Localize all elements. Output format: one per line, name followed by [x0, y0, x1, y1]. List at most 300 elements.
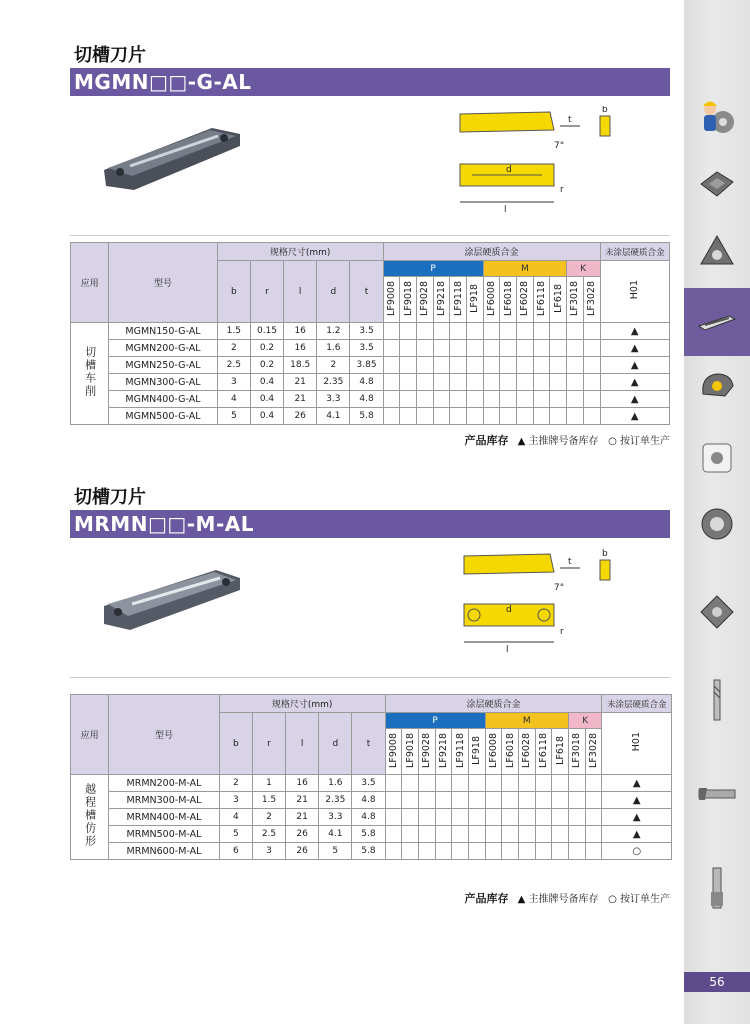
grade-cell [500, 408, 517, 425]
model-cell: MGMN250-G-AL [109, 357, 218, 374]
grade-cell [585, 809, 602, 826]
model-series-bar: MRMN□□-M-AL [70, 510, 670, 538]
grade-cell [416, 340, 433, 357]
grade-cell [583, 357, 600, 374]
dim-d-cell: 1.6 [317, 340, 350, 357]
header-dim-b: b [217, 261, 250, 323]
grade-cell [468, 792, 485, 809]
grade-cell [468, 843, 485, 860]
drawing-label-d: d [506, 605, 512, 615]
header-dim-t: t [350, 261, 383, 323]
header-grade: LF618 [552, 729, 569, 775]
dim-l-cell: 21 [284, 374, 317, 391]
grade-cell [418, 843, 435, 860]
dim-t-cell: 3.5 [352, 775, 385, 792]
application-cell: 切槽车削 [71, 323, 109, 425]
dim-t-cell: 4.8 [350, 374, 383, 391]
grade-cell [416, 408, 433, 425]
header-grade: LF6018 [502, 729, 519, 775]
grade-cell [583, 408, 600, 425]
grade-cell [568, 775, 585, 792]
h01-availability-cell: ▲ [602, 826, 672, 843]
grade-cell [416, 323, 433, 340]
grade-cell [583, 323, 600, 340]
boring-bar-icon [695, 772, 739, 816]
dim-b-cell: 5 [217, 408, 250, 425]
dim-l-cell: 26 [284, 408, 317, 425]
dim-l-cell: 21 [286, 809, 319, 826]
dim-r-cell: 0.4 [250, 391, 283, 408]
dim-d-cell: 2.35 [317, 374, 350, 391]
grade-cell [518, 775, 535, 792]
grade-cell [416, 391, 433, 408]
header-spec: 规格尺寸(mm) [219, 695, 385, 713]
model-cell: MRMN500-M-AL [109, 826, 220, 843]
section-mgmn [70, 44, 670, 447]
header-model: 型号 [109, 695, 220, 775]
dim-l-cell: 26 [286, 826, 319, 843]
drawing-label-d: d [506, 165, 512, 175]
dim-d-cell: 2.35 [319, 792, 352, 809]
dim-b-cell: 6 [219, 843, 252, 860]
dim-b-cell: 2 [219, 775, 252, 792]
dim-d-cell: 4.1 [317, 408, 350, 425]
grade-cell [550, 391, 567, 408]
grade-cell [433, 323, 450, 340]
sidebar-item-diamond-insert[interactable] [684, 578, 750, 646]
grade-cell [516, 408, 533, 425]
grade-cell [552, 809, 569, 826]
header-uncoated: 未涂层硬质合金 [602, 695, 672, 713]
grade-cell [452, 809, 469, 826]
header-grade-h01: H01 [600, 261, 669, 323]
dim-l-cell: 21 [286, 792, 319, 809]
dim-r-cell: 0.4 [250, 374, 283, 391]
header-grade: LF9008 [383, 277, 400, 323]
grade-cell [452, 826, 469, 843]
sidebar-item-end-mill[interactable] [684, 666, 750, 734]
grade-cell [518, 809, 535, 826]
grade-cell [466, 408, 483, 425]
header-grade: LF3028 [583, 277, 600, 323]
header-grade: LF3018 [568, 729, 585, 775]
table-row [71, 809, 672, 826]
model-cell: MGMN300-G-AL [109, 374, 218, 391]
header-grade: LF9028 [416, 277, 433, 323]
legend-order: ○ 按订单生产 [608, 436, 670, 447]
grade-cell [433, 374, 450, 391]
header-dim-l: l [286, 713, 319, 775]
grade-cell [402, 843, 419, 860]
header-application: 应用 [71, 695, 109, 775]
dim-d-cell: 1.2 [317, 323, 350, 340]
legend-stock: ▲ 主推牌号备库存 [517, 436, 599, 447]
table-row [71, 792, 672, 809]
grade-cell [483, 391, 500, 408]
dim-t-cell: 4.8 [350, 391, 383, 408]
grade-cell [535, 809, 552, 826]
grade-cell [585, 792, 602, 809]
worker-icon [695, 94, 739, 138]
grade-cell [552, 843, 569, 860]
grade-cell [485, 826, 502, 843]
header-coated: 涂层硬质合金 [385, 695, 602, 713]
h01-availability-cell: ▲ [600, 374, 669, 391]
sidebar-item-triangle-insert[interactable] [684, 218, 750, 286]
grade-cell [400, 323, 417, 340]
drawing-label-t: t [568, 115, 572, 125]
dim-t-cell: 3.5 [350, 340, 383, 357]
section-title: 切槽刀片 [74, 45, 146, 66]
grade-cell [468, 775, 485, 792]
grade-cell [383, 323, 400, 340]
grade-cell [500, 340, 517, 357]
model-cell: MRMN600-M-AL [109, 843, 220, 860]
product-image-area [70, 538, 670, 678]
grade-cell [535, 826, 552, 843]
grade-cell [533, 340, 550, 357]
sidebar-item-square-insert[interactable] [684, 150, 750, 218]
table-row [71, 775, 672, 792]
header-iso-m: M [483, 261, 566, 277]
grade-cell [435, 809, 452, 826]
grade-cell [483, 323, 500, 340]
header-dim-t: t [352, 713, 385, 775]
dim-l-cell: 21 [284, 391, 317, 408]
grade-cell [500, 323, 517, 340]
grade-cell [400, 340, 417, 357]
dim-b-cell: 5 [219, 826, 252, 843]
model-cell: MGMN400-G-AL [109, 391, 218, 408]
header-grade: LF9018 [402, 729, 419, 775]
insert-photo [100, 114, 240, 194]
grade-cell [502, 792, 519, 809]
header-iso-k: K [567, 261, 601, 277]
insert-drawing [450, 548, 670, 666]
dim-d-cell: 3.3 [317, 391, 350, 408]
grade-cell [550, 323, 567, 340]
grade-cell [435, 775, 452, 792]
header-application: 应用 [71, 243, 109, 323]
table-row [71, 843, 672, 860]
header-grade: LF9028 [418, 729, 435, 775]
triangle-insert-icon [695, 230, 739, 274]
grade-cell [550, 408, 567, 425]
grade-cell [535, 792, 552, 809]
grade-cell [500, 357, 517, 374]
h01-availability-cell: ▲ [600, 391, 669, 408]
grade-cell [468, 826, 485, 843]
dim-r-cell: 0.2 [250, 340, 283, 357]
round-hole-insert-icon [695, 502, 739, 546]
grade-cell [418, 809, 435, 826]
model-cell: MGMN500-G-AL [109, 408, 218, 425]
header-grade: LF9218 [435, 729, 452, 775]
application-cell: 越程槽仿形 [71, 775, 109, 860]
grade-cell [402, 775, 419, 792]
header-grade: LF618 [550, 277, 567, 323]
dim-t-cell: 3.5 [350, 323, 383, 340]
dim-l-cell: 16 [284, 340, 317, 357]
dim-b-cell: 1.5 [217, 323, 250, 340]
dim-d-cell: 1.6 [319, 775, 352, 792]
grade-cell [485, 792, 502, 809]
model-series-bar: MGMN□□-G-AL [70, 68, 670, 96]
grade-cell [385, 792, 402, 809]
grade-cell [416, 374, 433, 391]
header-grade: LF6008 [485, 729, 502, 775]
grade-cell [567, 391, 584, 408]
grade-cell [483, 374, 500, 391]
model-cell: MRMN300-M-AL [109, 792, 220, 809]
grade-cell [518, 792, 535, 809]
grade-cell [585, 775, 602, 792]
grade-cell [516, 323, 533, 340]
dim-d-cell: 2 [317, 357, 350, 374]
header-uncoated: 未涂层硬质合金 [600, 243, 669, 261]
grade-cell [485, 843, 502, 860]
header-coated: 涂层硬质合金 [383, 243, 600, 261]
h01-availability-cell: ▲ [602, 809, 672, 826]
dim-r-cell: 3 [252, 843, 285, 860]
header-model: 型号 [109, 243, 218, 323]
header-iso-k: K [568, 713, 602, 729]
grade-cell [435, 843, 452, 860]
page-number: 56 [684, 972, 750, 992]
drawing-label-t: t [568, 557, 572, 567]
header-grade: LF6018 [500, 277, 517, 323]
grade-cell [383, 340, 400, 357]
grade-cell [552, 792, 569, 809]
grade-cell [485, 775, 502, 792]
header-dim-l: l [284, 261, 317, 323]
h01-availability-cell: ▲ [600, 408, 669, 425]
model-cell: MGMN150-G-AL [109, 323, 218, 340]
header-spec: 规格尺寸(mm) [217, 243, 383, 261]
header-grade: LF6118 [533, 277, 550, 323]
grade-cell [468, 809, 485, 826]
grade-cell [452, 792, 469, 809]
h01-availability-cell: ▲ [600, 340, 669, 357]
grade-cell [433, 408, 450, 425]
dim-r-cell: 2.5 [252, 826, 285, 843]
grade-cell [450, 391, 467, 408]
drawing-label-b: b [602, 549, 608, 559]
grade-cell [585, 843, 602, 860]
grade-cell [583, 340, 600, 357]
grade-cell [466, 340, 483, 357]
dim-b-cell: 2.5 [217, 357, 250, 374]
header-dim-d: d [317, 261, 350, 323]
grade-cell [516, 340, 533, 357]
header-grade: LF9118 [450, 277, 467, 323]
grade-cell [400, 391, 417, 408]
grade-cell [516, 357, 533, 374]
grooving-insert-icon [695, 300, 739, 344]
table-row [71, 374, 670, 391]
header-grade: LF918 [468, 729, 485, 775]
header-dim-r: r [250, 261, 283, 323]
dim-r-cell: 1 [252, 775, 285, 792]
grade-cell [383, 391, 400, 408]
grade-cell [435, 792, 452, 809]
category-sidebar [684, 0, 750, 1024]
dim-t-cell: 5.8 [352, 843, 385, 860]
header-grade: LF6028 [516, 277, 533, 323]
header-grade-h01: H01 [602, 713, 672, 775]
model-cell: MRMN200-M-AL [109, 775, 220, 792]
header-iso-m: M [485, 713, 568, 729]
header-grade: LF9118 [452, 729, 469, 775]
header-grade: LF6008 [483, 277, 500, 323]
grade-cell [402, 792, 419, 809]
grade-cell [567, 408, 584, 425]
sidebar-item-grooving-insert[interactable] [684, 288, 750, 356]
model-cell: MGMN200-G-AL [109, 340, 218, 357]
grade-cell [383, 408, 400, 425]
grade-cell [385, 809, 402, 826]
grade-cell [485, 809, 502, 826]
dim-b-cell: 3 [217, 374, 250, 391]
spec-table [70, 694, 672, 860]
grade-cell [500, 391, 517, 408]
grade-cell [502, 843, 519, 860]
h01-availability-cell: ○ [602, 843, 672, 860]
dim-d-cell: 5 [319, 843, 352, 860]
grade-cell [433, 340, 450, 357]
grade-cell [567, 340, 584, 357]
grade-cell [533, 323, 550, 340]
grade-cell [383, 374, 400, 391]
dim-l-cell: 18.5 [284, 357, 317, 374]
grade-cell [502, 775, 519, 792]
dim-l-cell: 16 [286, 775, 319, 792]
dim-t-cell: 5.8 [352, 826, 385, 843]
threading-insert-icon [695, 364, 739, 408]
grade-cell [383, 357, 400, 374]
header-dim-r: r [252, 713, 285, 775]
stock-legend [464, 890, 670, 906]
drill-icon [695, 866, 739, 910]
grade-cell [568, 826, 585, 843]
dim-t-cell: 4.8 [352, 809, 385, 826]
grade-cell [567, 357, 584, 374]
grade-cell [585, 826, 602, 843]
header-dim-b: b [219, 713, 252, 775]
sidebar-item-drill[interactable] [684, 854, 750, 922]
sidebar-item-boring-bar[interactable] [684, 760, 750, 828]
grade-cell [433, 391, 450, 408]
header-grade: LF6118 [535, 729, 552, 775]
grade-cell [452, 775, 469, 792]
drawing-label-angle: 7° [554, 141, 565, 151]
grade-cell [533, 357, 550, 374]
sidebar-item-round-insert[interactable] [684, 424, 750, 492]
grade-cell [418, 792, 435, 809]
table-row [71, 340, 670, 357]
dim-r-cell: 0.2 [250, 357, 283, 374]
dim-b-cell: 2 [217, 340, 250, 357]
grade-cell [400, 374, 417, 391]
grade-cell [502, 809, 519, 826]
dim-t-cell: 4.8 [352, 792, 385, 809]
sidebar-item-threading-insert[interactable] [684, 352, 750, 420]
sidebar-item-round-hole-insert[interactable] [684, 490, 750, 558]
grade-cell [385, 775, 402, 792]
drawing-label-l: l [504, 205, 507, 215]
dim-r-cell: 0.4 [250, 408, 283, 425]
h01-availability-cell: ▲ [602, 775, 672, 792]
stock-legend [464, 432, 670, 448]
grade-cell [568, 843, 585, 860]
table-body [71, 775, 672, 860]
grade-cell [385, 843, 402, 860]
dim-b-cell: 4 [217, 391, 250, 408]
insert-photo [100, 556, 240, 636]
legend-stock: ▲ 主推牌号备库存 [517, 894, 599, 905]
section-title: 切槽刀片 [74, 487, 146, 508]
grade-cell [583, 391, 600, 408]
grade-cell [550, 357, 567, 374]
sidebar-item-general[interactable] [684, 82, 750, 150]
h01-availability-cell: ▲ [602, 792, 672, 809]
dim-d-cell: 3.3 [319, 809, 352, 826]
grade-cell [466, 391, 483, 408]
square-insert-icon [695, 162, 739, 206]
grade-cell [533, 391, 550, 408]
h01-availability-cell: ▲ [600, 357, 669, 374]
grade-cell [418, 826, 435, 843]
grade-cell [435, 826, 452, 843]
grade-cell [418, 775, 435, 792]
grade-cell [516, 391, 533, 408]
header-grade: LF3028 [585, 729, 602, 775]
grade-cell [533, 374, 550, 391]
dim-b-cell: 3 [219, 792, 252, 809]
grade-cell [450, 357, 467, 374]
table-body [71, 323, 670, 425]
grade-cell [516, 374, 533, 391]
h01-availability-cell: ▲ [600, 323, 669, 340]
dim-t-cell: 3.85 [350, 357, 383, 374]
drawing-label-angle: 7° [554, 583, 565, 593]
dim-t-cell: 5.8 [350, 408, 383, 425]
grade-cell [568, 809, 585, 826]
grade-cell [400, 408, 417, 425]
grade-cell [483, 340, 500, 357]
grade-cell [502, 826, 519, 843]
header-grade: LF3018 [567, 277, 584, 323]
grade-cell [583, 374, 600, 391]
legend-title: 产品库存 [464, 434, 509, 447]
grade-cell [552, 826, 569, 843]
drawing-label-l: l [506, 645, 509, 655]
header-iso-p: P [383, 261, 483, 277]
dim-b-cell: 4 [219, 809, 252, 826]
grade-cell [518, 826, 535, 843]
grade-cell [567, 374, 584, 391]
grade-cell [550, 340, 567, 357]
grade-cell [402, 809, 419, 826]
table-row [71, 408, 670, 425]
drawing-label-b: b [602, 106, 608, 115]
grade-cell [500, 374, 517, 391]
table-row [71, 323, 670, 340]
grade-cell [518, 843, 535, 860]
header-grade: LF9008 [385, 729, 402, 775]
grade-cell [568, 792, 585, 809]
grade-cell [402, 826, 419, 843]
